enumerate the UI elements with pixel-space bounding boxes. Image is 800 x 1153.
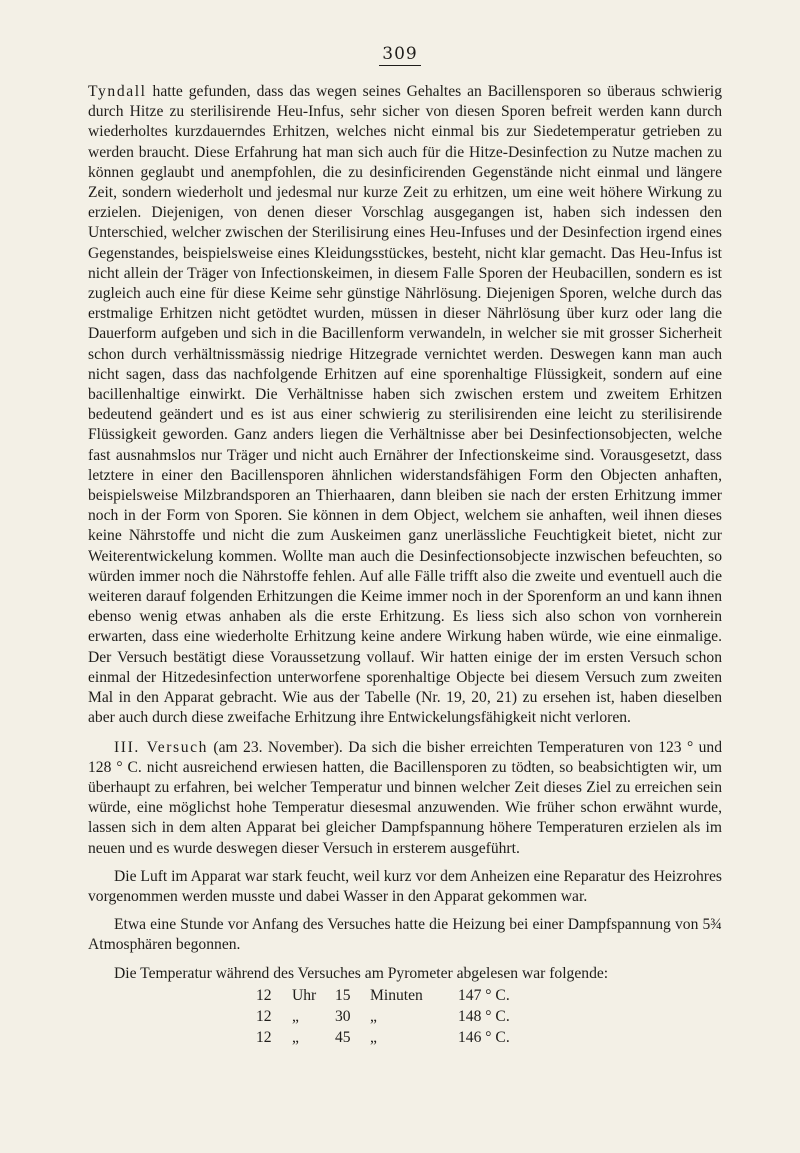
hour-cell: 12	[256, 986, 272, 1004]
paragraph-heizung: Etwa eine Stunde vor Anfang des Versuches hatte die Heizung bei einer Dampfspannung von 5¾ Atmosphären begonnen.	[88, 916, 722, 954]
minutes-label-cell: Minuten	[370, 986, 423, 1004]
paragraph-versuch-3	[88, 738, 722, 859]
paragraph-text: hatte gefunden, dass das wegen seines Gehaltes an Bacillensporen so überaus schwierig durch Hitze zu sterilisirende Heu-Infus, sehr sicher von diesen Sporen befreit werden kann durch wiederholtes kurzdauerndes Erhitzen, welches nicht einmal bis zur Siedetemperatur getrieben zu werden braucht. Diese Erfahrung hat man sich auch für die Hitze-Desinfection zu Nutze machen zu können geglaubt und anempfohlen, die zu desinficirenden Gegenstände nicht einmal und längere Zeit, sondern wiederholt und jedesmal nur kurze Zeit zu erhitzen, um eine weit höhere Wirkung zu erzielen. Diejenigen, von denen dieser Vorschlag ausgegangen ist, haben sich indessen den Unterschied, welcher zwischen der Sterilisirung eines Heu-Infuses und der Desinfection irgend eines Gegenstandes, beispielsweise eines Kleidungsstückes, besteht, nicht klar gemacht. Das Heu-Infus ist nicht allein der Träger von Infectionskeimen, in diesem Falle Sporen der Heubacillen, sondern es ist zugleich auch eine für diese Keime sehr günstige Nährlösung. Diejenigen Sporen, welche durch das erstmalige Erhitzen nicht getödtet wurden, müssen in dieser Nährlösung über kurz oder lang die Dauerform aufgeben und sich in die Bacillenform verwandeln, in welcher sie mit grosser Sicherheit schon durch verhältnissmässig niedrige Hitzegrade vernichtet werden. Deswegen kann man auch nicht sagen, dass das nachfolgende Erhitzen auf eine sporenhaltige Flüssigkeit, sondern auf eine bacillenhaltige einwirkt. Die Verhältnisse haben sich zwischen erstem und zweitem Erhitzen bedeutend geändert und es ist aus einer schwierig zu sterilisirenden eine leicht zu sterilisirende Flüssigkeit geworden. Ganz anders liegen die Verhältnisse aber bei Desinfectionsobjecten, welche fast ausnahmslos nur Träger und nicht auch Ernährer der Infectionskeime sind. Vorausgesetzt, dass letztere in einer den Bacillensporen ähnlichen widerstandsfähigen Form den Objecten anhaften, beispielsweise Milzbrandsporen an Thierhaaren, dann bleiben sie nach der ersten Erhitzung immer noch in der Form von Sporen. Sie können in dem Object, welchem sie anhaften, weil ihnen dieses keine Nährstoffe und nicht die zum Auskeimen ganz unerlässliche Feuchtigkeit bietet, nicht zur Weiterentwickelung kommen. Wollte man auch die Desinfectionsobjecte inzwischen befeuchten, so würden immer noch die Nährstoffe fehlen. Auf alle Fälle trifft also die zweite und eventuell auch die weiteren darauf folgenden Erhitzungen die Keime immer noch in der Sporenform an und kann ihnen ebenso wenig etwas anhaben als die erste Erhitzung. Es liess sich also schon von vornherein erwarten, dass eine wiederholte Erhitzung keine andere Wirkung haben würde, wie eine einmalige. Der Versuch bestätigt diese Voraussetzung vollauf. Wir hatten einige der im ersten Versuch schon einmal der Hitzedesinfection unterworfene sporenhaltige Objecte bei diesem Versuch zum zweiten Mal in den Apparat gebracht. Wie aus der Tabelle (Nr. 19, 20, 21) zu ersehen ist, haben dieselben aber auch durch diese zweifache Erhitzung ihre Entwickelungsfähigkeit nicht verloren.	[88, 83, 723, 727]
minutes-label-cell: „	[370, 1007, 377, 1025]
table-row	[256, 986, 548, 1007]
minutes-cell: 30	[335, 1007, 351, 1025]
hour-cell: 12	[256, 1007, 272, 1025]
unit-cell: Uhr	[292, 986, 317, 1004]
document-body	[88, 82, 722, 1049]
table-row	[256, 1007, 548, 1028]
section-heading: III. Versuch	[114, 738, 209, 756]
minutes-label-cell: „	[370, 1028, 377, 1046]
author-name: Tyndall	[88, 83, 147, 100]
unit-cell: „	[292, 1007, 299, 1025]
hour-cell: 12	[256, 1028, 272, 1046]
temperature-cell: 148 ° C.	[458, 1007, 510, 1025]
temperature-cell: 146 ° C.	[458, 1028, 510, 1046]
page-number: 309	[0, 44, 800, 64]
paragraph-temperatur: Die Temperatur während des Versuches am Pyrometer abgelesen war folgende:	[114, 964, 609, 982]
temperature-table	[256, 986, 548, 1049]
temperature-cell: 147 ° C.	[458, 986, 510, 1004]
unit-cell: „	[292, 1028, 299, 1046]
minutes-cell: 45	[335, 1028, 351, 1046]
minutes-cell: 15	[335, 986, 351, 1004]
table-row	[256, 1028, 548, 1049]
paragraph-tyndall	[88, 82, 722, 729]
paragraph-luft: Die Luft im Apparat war stark feucht, weil kurz vor dem Anheizen eine Reparatur des Heizrohres vorgenommen werden musste und dabei Wasser in den Apparat gekommen war.	[88, 867, 722, 905]
paragraph-text: (am 23. November). Da sich die bisher erreichten Temperaturen von 123 ° und 128 ° C. nicht ausreichend erwiesen hatten, die Bacillensporen zu tödten, so beabsichtigten wir, um überhaupt zu erfahren, bei welcher Temperatur und binnen welcher Zeit dieses Ziel zu erreichen sein würde, eine möglichst hohe Temperatur diesesmal anzuwenden. Wie früher schon erwähnt wurde, lassen sich in dem alten Apparat bei gleicher Dampfspannung höhere Temperaturen erzielen als im neuen und es wurde deswegen dieser Versuch in ersterem ausgeführt.	[88, 738, 722, 857]
